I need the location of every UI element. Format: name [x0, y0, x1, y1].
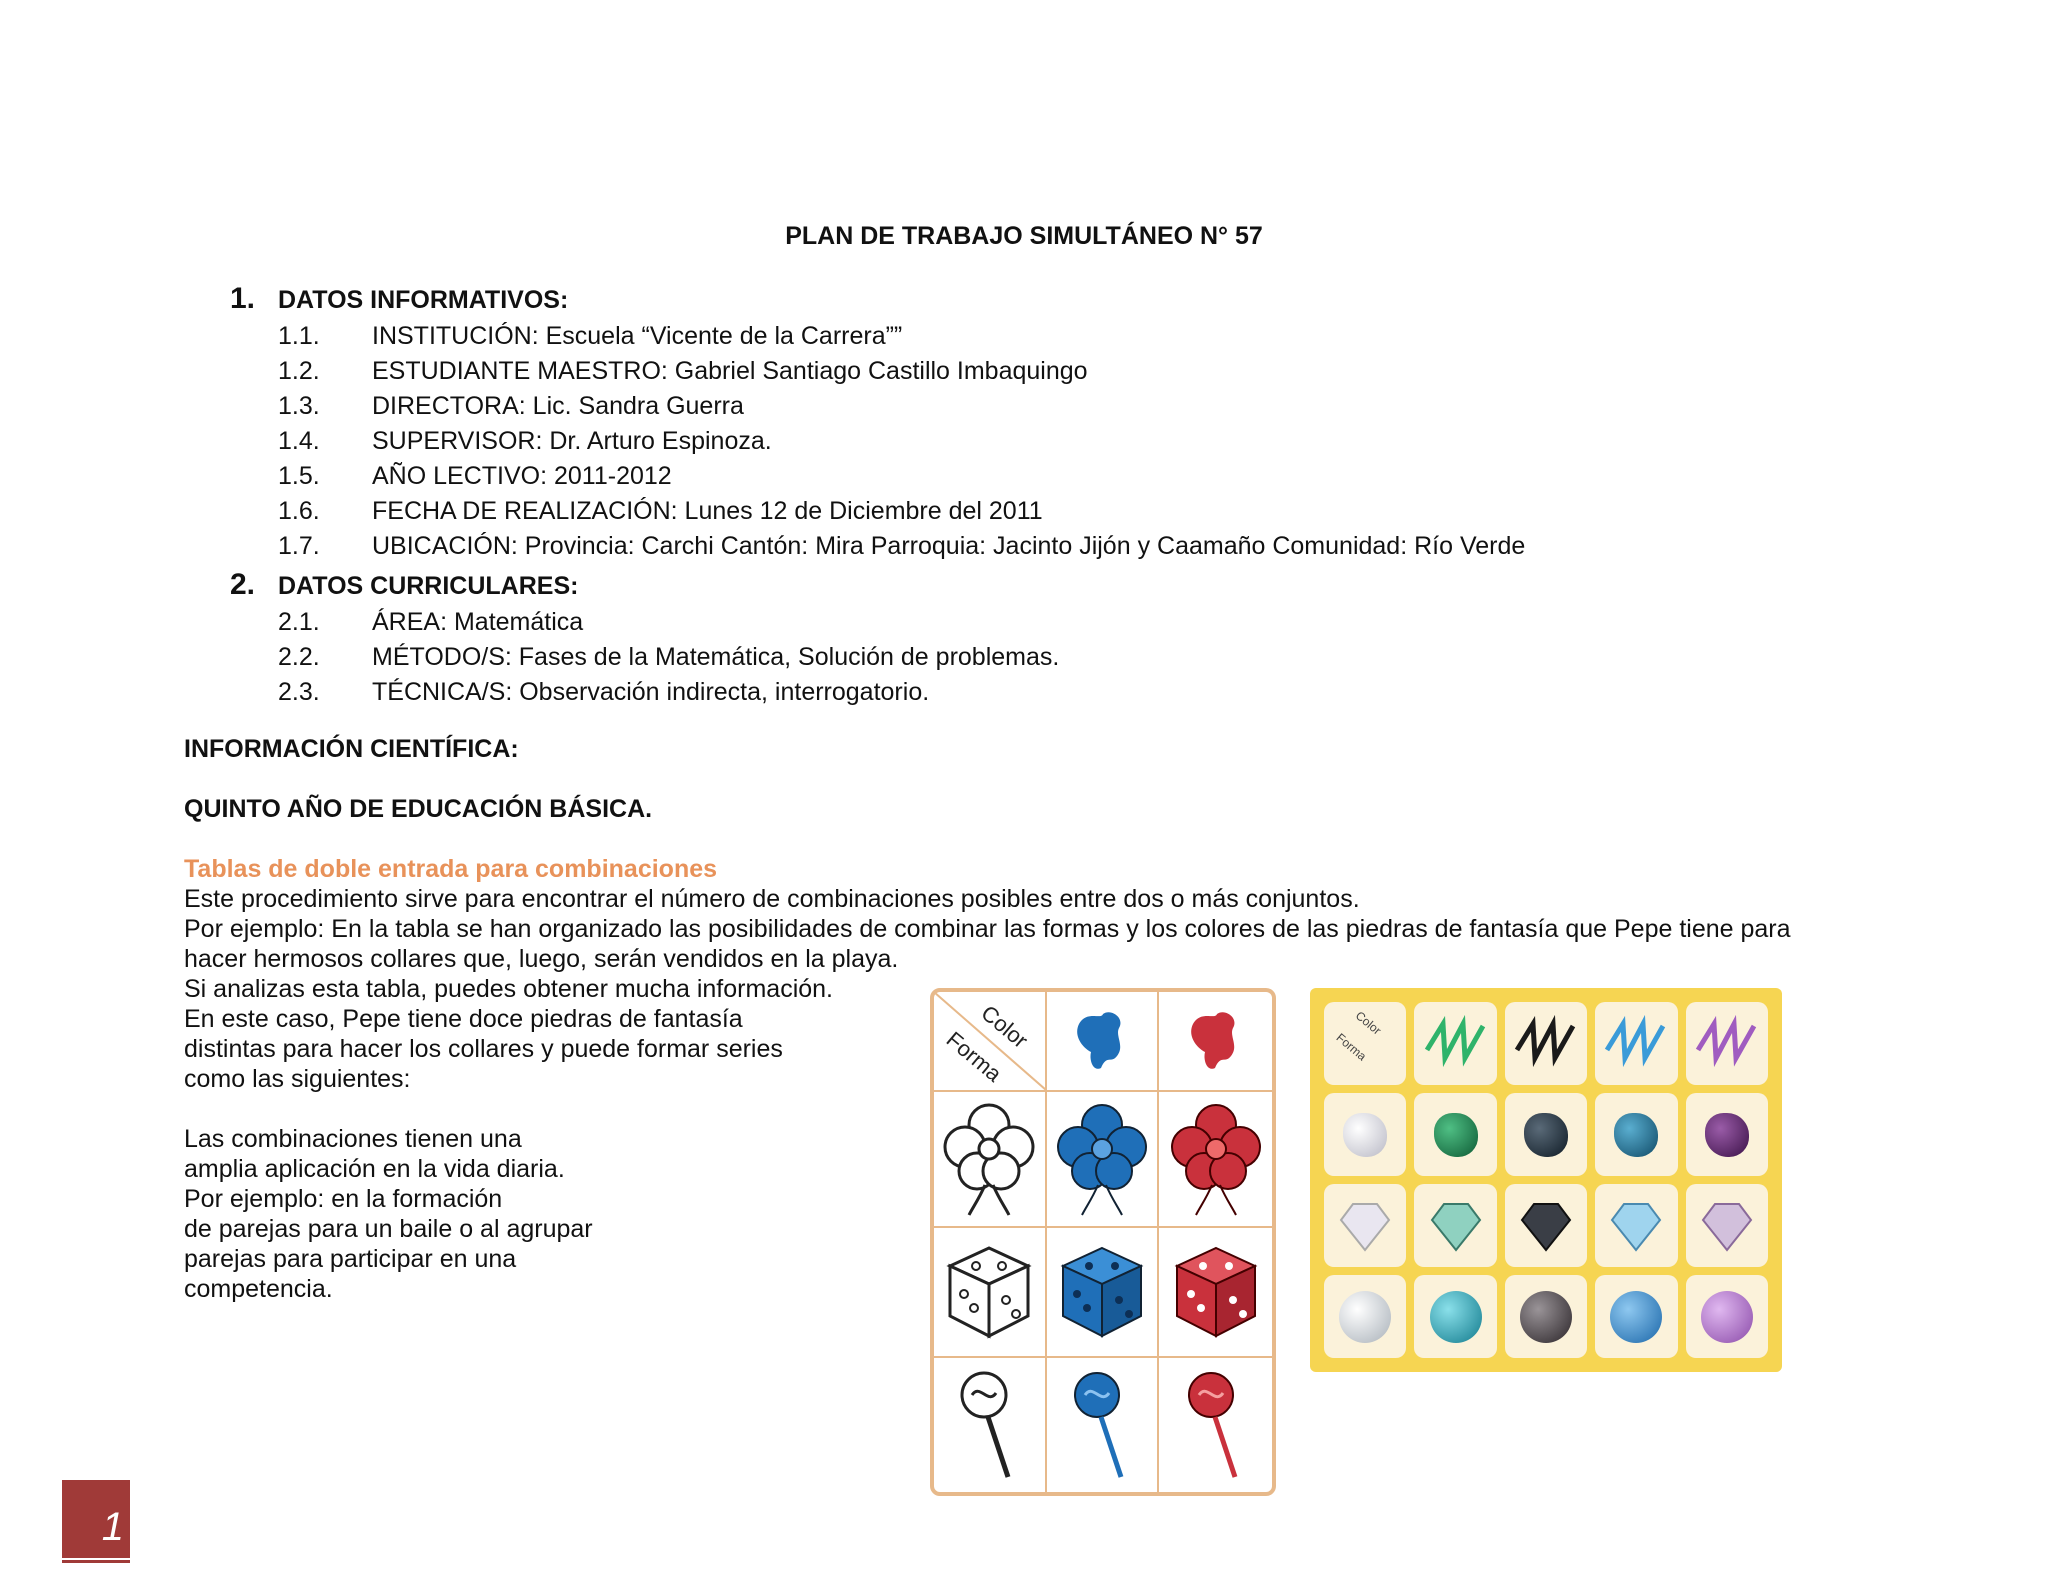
- list-item: 1.1. INSTITUCIÓN: Escuela “Vicente de la Carrera””: [278, 322, 903, 350]
- purple-crystal-icon: [1686, 1184, 1768, 1267]
- forma-label: Forma: [1333, 1030, 1370, 1064]
- blue-stone-icon: [1595, 1093, 1677, 1176]
- black-pearl-icon: [1505, 1275, 1587, 1358]
- teal-pearl-icon: [1414, 1275, 1496, 1358]
- blue-crystal-icon: [1595, 1184, 1677, 1267]
- list-item: 1.7. UBICACIÓN: Provincia: Carchi Cantón: Mira Parroquia: Jacinto Jijón y Caamaño Comunidad: Río Verde: [278, 532, 1526, 560]
- section-number: 2.: [230, 568, 256, 601]
- shape-color-table-image: [930, 988, 1276, 1496]
- section-label: DATOS CURRICULARES:: [278, 572, 579, 600]
- green-crystal-icon: [1414, 1184, 1496, 1267]
- purple-stone-icon: [1686, 1093, 1768, 1176]
- black-zigzag-icon: [1505, 1002, 1587, 1085]
- section-heading-2: [230, 568, 578, 602]
- red-lollipop-icon: [1159, 1358, 1272, 1492]
- forma-label: Forma: [941, 1026, 1007, 1087]
- table-corner-cell: [934, 992, 1047, 1092]
- section-heading-1: [230, 282, 568, 316]
- gem-color-table-image: [1310, 988, 1782, 1372]
- color-label: Color: [1352, 1008, 1384, 1038]
- table-corner-tile: [1324, 1002, 1406, 1085]
- white-lollipop-icon: [934, 1358, 1047, 1492]
- page-title: PLAN DE TRABAJO SIMULTÁNEO N° 57: [785, 222, 1263, 250]
- list-item: 2.1. ÁREA: Matemática: [278, 608, 584, 636]
- list-item: 1.2. ESTUDIANTE MAESTRO: Gabriel Santiago Castillo Imbaquingo: [278, 357, 1088, 385]
- purple-zigzag-icon: [1686, 1002, 1768, 1085]
- info-heading: INFORMACIÓN CIENTÍFICA:: [184, 735, 519, 763]
- page-number-underline: [62, 1560, 130, 1563]
- white-crystal-icon: [1324, 1184, 1406, 1267]
- list-item: 1.4. SUPERVISOR: Dr. Arturo Espinoza.: [278, 427, 772, 455]
- list-item: 1.6. FECHA DE REALIZACIÓN: Lunes 12 de Diciembre del 2011: [278, 497, 1043, 525]
- blue-zigzag-icon: [1595, 1002, 1677, 1085]
- purple-pearl-icon: [1686, 1275, 1768, 1358]
- white-flower-icon: [934, 1092, 1047, 1228]
- blue-flower-icon: [1047, 1092, 1160, 1228]
- blue-pearl-icon: [1595, 1275, 1677, 1358]
- white-stone-icon: [1324, 1093, 1406, 1176]
- green-stone-icon: [1414, 1093, 1496, 1176]
- blue-dice-icon: [1047, 1228, 1160, 1358]
- section-label: DATOS INFORMATIVOS:: [278, 286, 569, 314]
- black-stone-icon: [1505, 1093, 1587, 1176]
- subtopic-heading: Tablas de doble entrada para combinaciones: [184, 855, 718, 883]
- white-pearl-icon: [1324, 1275, 1406, 1358]
- green-zigzag-icon: [1414, 1002, 1496, 1085]
- list-item: 2.3. TÉCNICA/S: Observación indirecta, interrogatorio.: [278, 678, 930, 706]
- blue-lollipop-icon: [1047, 1358, 1160, 1492]
- list-item: 1.3. DIRECTORA: Lic. Sandra Guerra: [278, 392, 744, 420]
- red-dice-icon: [1159, 1228, 1272, 1358]
- list-item: 2.2. MÉTODO/S: Fases de la Matemática, Solución de problemas.: [278, 643, 1060, 671]
- red-flower-icon: [1159, 1092, 1272, 1228]
- page-number-badge: 1: [62, 1480, 130, 1558]
- list-item: 1.5. AÑO LECTIVO: 2011-2012: [278, 462, 672, 490]
- paragraph: Este procedimiento sirve para encontrar el número de combinaciones posibles entre dos o más conjuntos. Por ejemplo: En la tabla se han organizado las posibilidades de combinar las formas y los colores de las piedras de fantasía que Pepe tiene para hacer hermosos collares que, luego, serán vendidos en la playa. Si analizas esta tabla, puedes obtener mucha información. En este caso, Pepe tiene doce piedras de fantasía distintas para hacer los collares y puede formar series como las siguientes:: [184, 885, 1791, 1093]
- year-heading: QUINTO AÑO DE EDUCACIÓN BÁSICA.: [184, 795, 653, 823]
- blue-splash-icon: [1047, 992, 1160, 1092]
- red-splash-icon: [1159, 992, 1272, 1092]
- section-number: 1.: [230, 282, 256, 315]
- black-crystal-icon: [1505, 1184, 1587, 1267]
- white-dice-icon: [934, 1228, 1047, 1358]
- color-label: Color: [976, 1000, 1033, 1054]
- paragraph-2: Las combinaciones tienen una amplia aplicación en la vida diaria. Por ejemplo: en la formación de parejas para un baile o al agrupar parejas para participar en una competencia.: [184, 1125, 593, 1303]
